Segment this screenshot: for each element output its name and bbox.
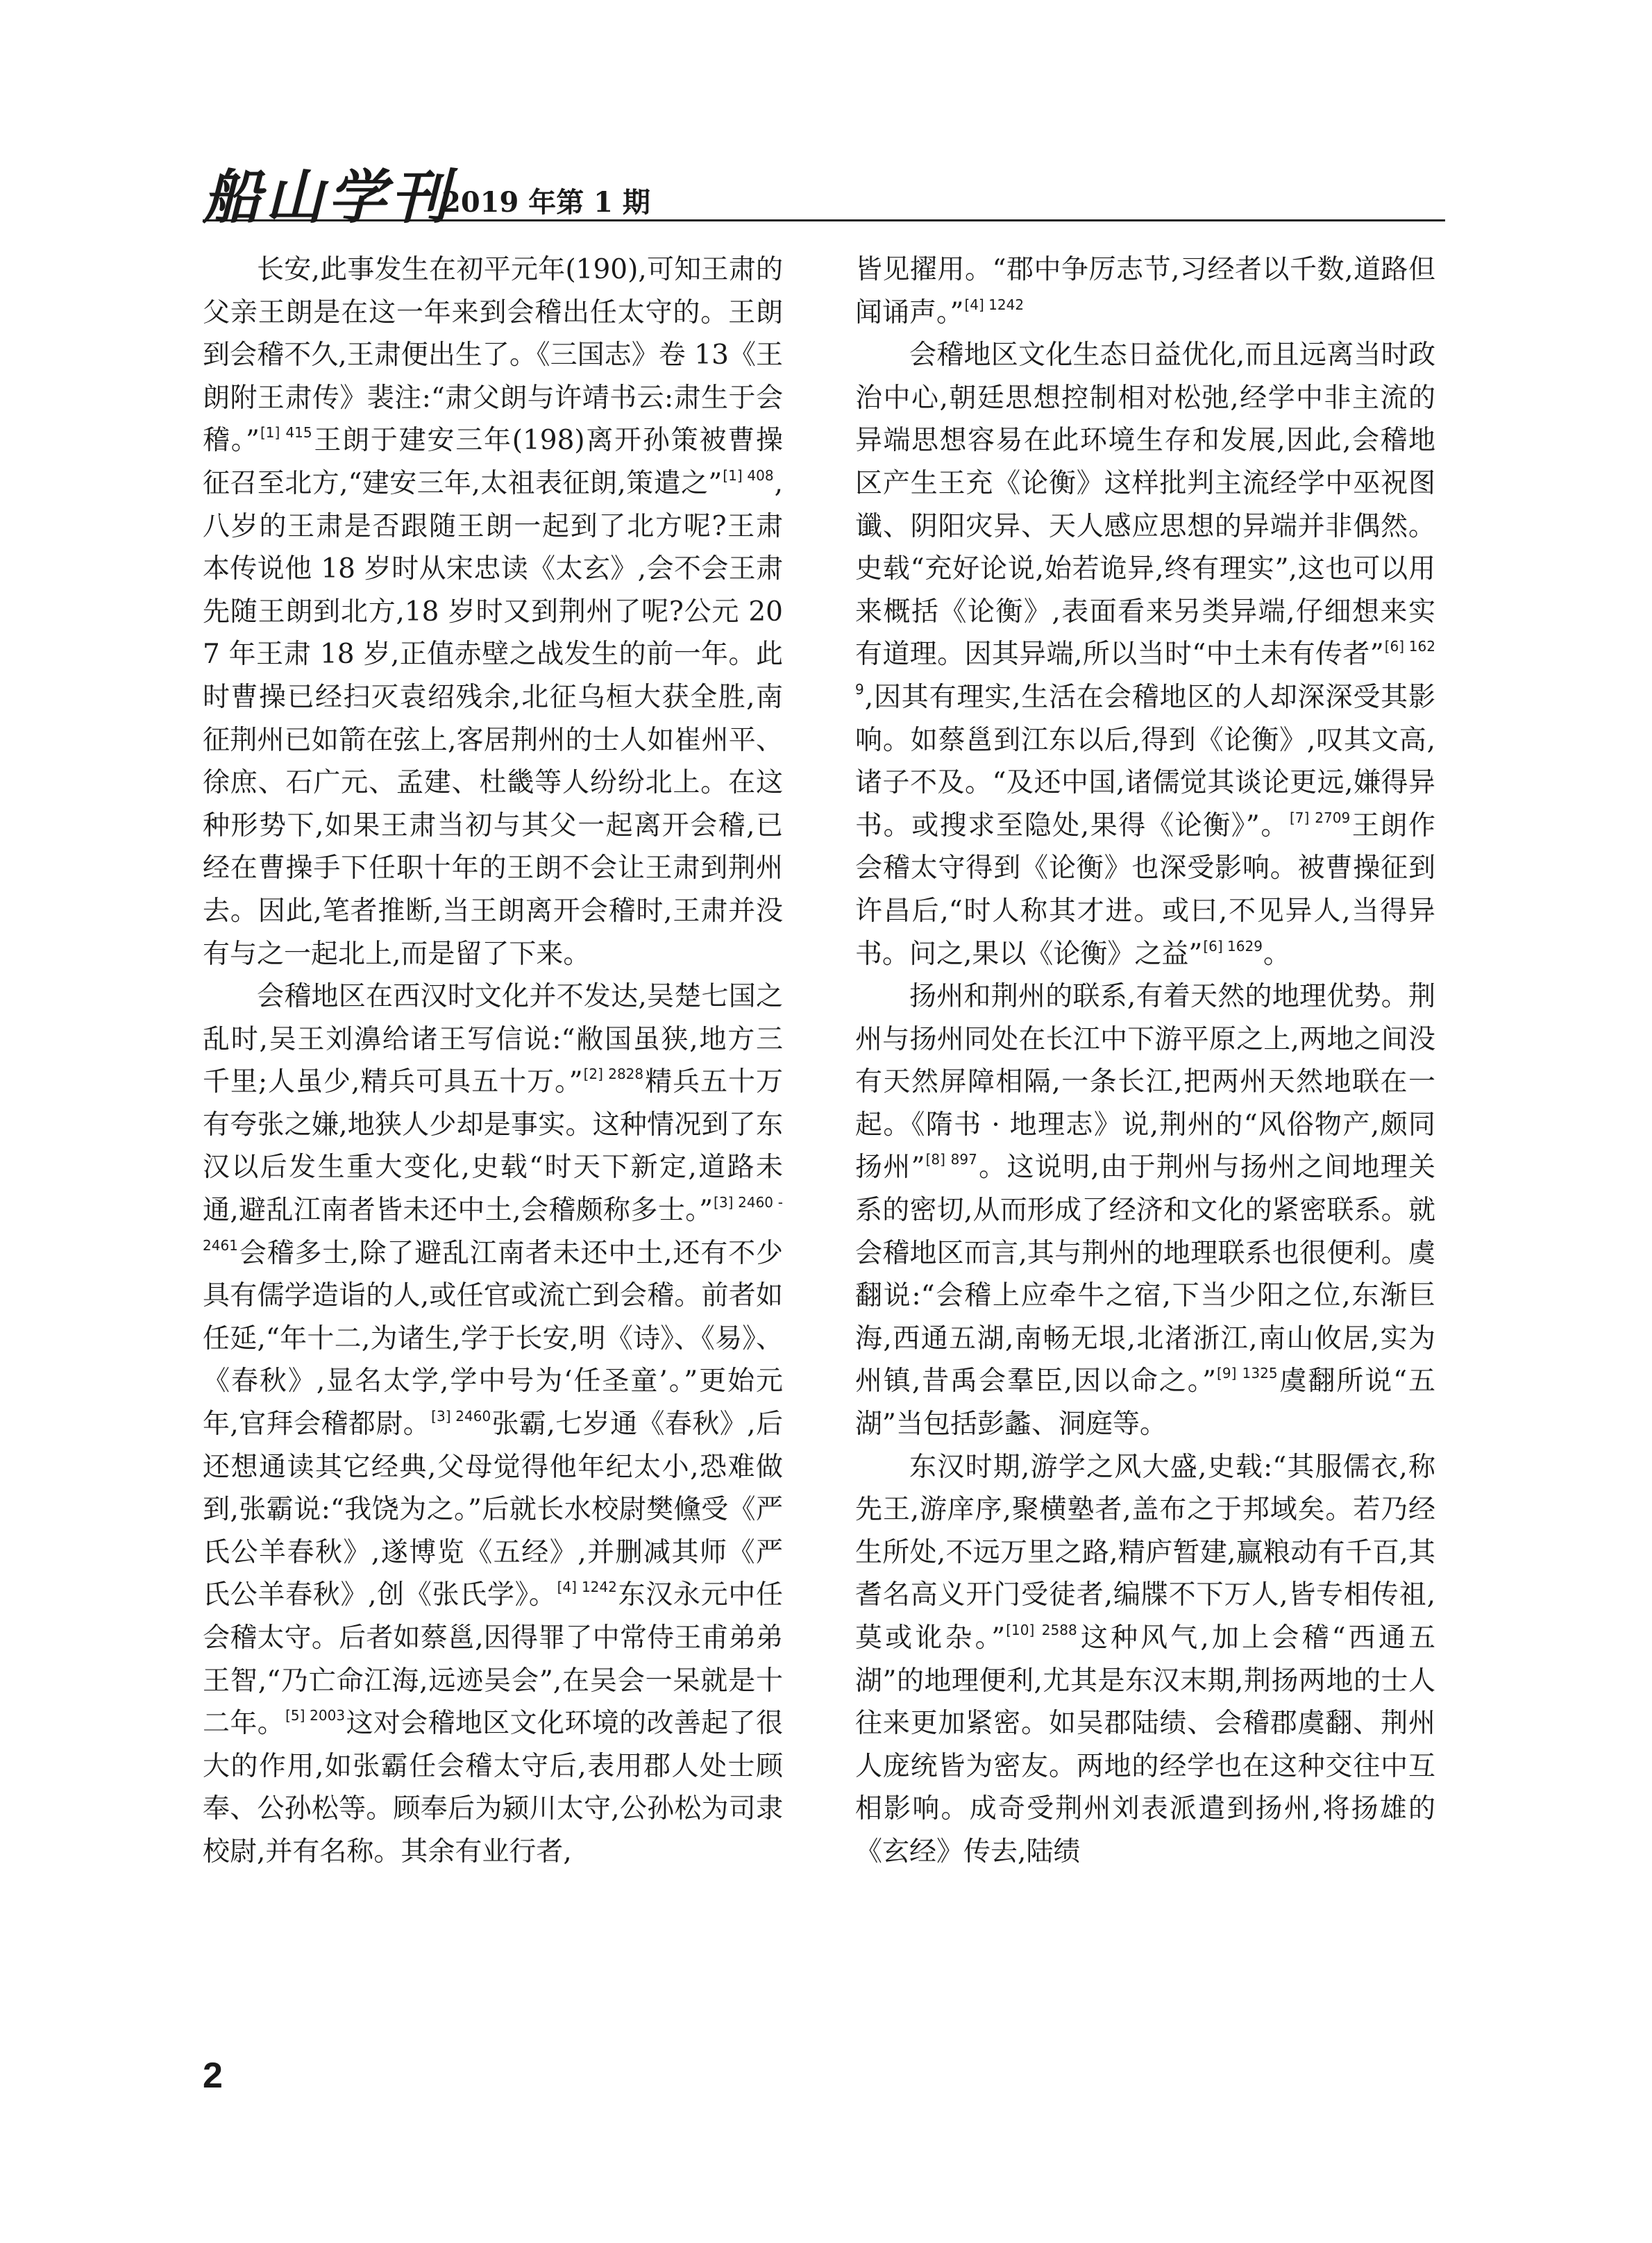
header-rule xyxy=(203,219,1445,221)
citation-ref: [3] 2460 - 2461 xyxy=(203,1194,783,1254)
paragraph-text: 会稽地区在西汉时文化并不发达,吴楚七国之乱时,吴王刘濞给诸王写信说:“敝国虽狭,地方三千里;人虽少,精兵可具五十万。” xyxy=(203,981,783,1098)
citation-ref: [7] 2709 xyxy=(1290,809,1351,826)
paragraph-text: 。 xyxy=(1263,938,1290,970)
paragraph-text: 会稽地区文化生态日益优化,而且远离当时政治中心,朝廷思想控制相对松弛,经学中非主流的异端思想容易在此环境生存和发展,因此,会稽地区产生王充《论衡》这样批判主流经学中巫祝图谶、阴阳灾异、天人感应思想的异端并非偶然。史载“充好论说,始若诡异,终有理实”,这也可以用来概括《论衡》,表面看来另类异端,仔细想来实有道理。因其异端,所以当时“中土未有传者” xyxy=(855,339,1435,671)
paragraph-text: 会稽多士,除了避乱江南者未还中土,还有不少具有儒学造诣的人,或任官或流亡到会稽。前者如任延,“年十二,为诸生,学于长安,明《诗》、《易》、《春秋》,显名太学,学中号为‘任圣童’。”更始元年,官拜会稽都尉。 xyxy=(203,1237,783,1440)
paragraph-text: 。这说明,由于荆州与扬州之间地理关系的密切,从而形成了经济和文化的紧密联系。就会稽地区而言,其与荆州的地理联系也很便利。虞翻说:“会稽上应牵牛之宿,下当少阳之位,东渐巨海,西通五湖,南畅无垠,北渚浙江,南山攸居,实为州镇,昔禹会羣臣,因以命之。” xyxy=(855,1152,1435,1397)
paragraph-text: 张霸,七岁通《春秋》,后还想通读其它经典,父母觉得他年纪太小,恐难做到,张霸说:“我饶为之。”后就长水校尉樊儵受《严氏公羊春秋》,遂博览《五经》,并删减其师《严氏公羊春秋》,创《张氏学》。 xyxy=(203,1409,784,1611)
paragraph-text: 这对会稽地区文化环境的改善起了很大的作用,如张霸任会稽太守后,表用郡人处士顾奉、公孙松等。顾奉后为颍川太守,公孙松为司隶校尉,并有名称。其余有业行者, xyxy=(203,1708,783,1867)
citation-ref: [6] 1629 xyxy=(855,638,1435,698)
citation-ref: [1] 408 xyxy=(723,467,774,484)
paragraph xyxy=(203,975,783,1873)
paragraph-text: 精兵五十万有夸张之嫌,地狭人少却是事实。这种情况到了东汉以后发生重大变化,史载“时天下新定,道路未通,避乱江南者皆未还中土,会稽颇称多士。” xyxy=(203,1066,783,1227)
paragraph xyxy=(855,334,1435,975)
right-column xyxy=(855,249,1435,1874)
paragraph-text: 皆见擢用。“郡中争厉志节,习经者以千数,道路但闻诵声。” xyxy=(855,254,1435,328)
paragraph xyxy=(855,249,1435,334)
paragraph xyxy=(203,249,783,975)
paragraph-text: 王朗于建安三年(198)离开孙策被曹操征召至北方,“建安三年,太祖表征朗,策遣之” xyxy=(203,425,783,499)
citation-ref: [4] 1242 xyxy=(964,296,1025,313)
citation-ref: [2] 2828 xyxy=(583,1066,644,1083)
page-number: 2 xyxy=(203,2056,223,2096)
paragraph xyxy=(855,975,1435,1446)
paragraph-text: 这种风气,加上会稽“西通五湖”的地理便利,尤其是东汉末期,荆扬两地的士人往来更加紧密。如吴郡陆绩、会稽郡虞翻、荆州人庞统皆为密友。两地的经学也在这种交往中互相影响。成奇受荆州刘表派遣到扬州,将扬雄的《玄经》传去,陆绩 xyxy=(855,1622,1435,1867)
paragraph-text: 东汉时期,游学之风大盛,史载:“其服儒衣,称先王,游庠序,聚横塾者,盖布之于邦域矣。若乃经生所处,不远万里之路,精庐暂建,赢粮动有千百,其耆名高义开门受徒者,编牒不下万人,皆专相传祖,莫或讹杂。” xyxy=(855,1451,1435,1654)
paragraph-text: 王朗作会稽太守得到《论衡》也深受影响。被曹操征到许昌后,“时人称其才进。或曰,不见异人,当得异书。问之,果以《论衡》之益” xyxy=(855,809,1435,970)
page-header xyxy=(203,162,1445,231)
journal-title: 船山学刊 xyxy=(203,162,453,231)
paragraph-text: 东汉永元中任会稽太守。后者如蔡邕,因得罪了中常侍王甫弟弟王智,“乃亡命江海,远迹吴会”,在吴会一呆就是十二年。 xyxy=(203,1579,783,1740)
citation-ref: [4] 1242 xyxy=(557,1579,617,1596)
paragraph-text: ,八岁的王肃是否跟随王朗一起到了北方呢?王肃本传说他 18 岁时从宋忠读《太玄》,会不会王肃先随王朗到北方,18 岁时又到荆州了呢?公元 207 年王肃 18 岁,正值赤壁之战发生的前一年。此时曹操已经扫灭袁绍残余,北征乌桓大获全胜,南征荆州已如箭在弦上,客居荆州的士人如崔州平、徐庶、石广元、孟建、杜畿等人纷纷北上。在这种形势下,如果王肃当初与其父一起离开会稽,已经在曹操手下任职十年的王朗不会让王肃到荆州去。因此,笔者推断,当王朗离开会稽时,王肃并没有与之一起北上,而是留了下来。 xyxy=(203,467,783,970)
paragraph-text: 扬州和荆州的联系,有着天然的地理优势。荆州与扬州同处在长江中下游平原之上,两地之间没有天然屏障相隔,一条长江,把两州天然地联在一起。《隋书 · 地理志》说,荆州的“风俗物产,颇同扬州” xyxy=(855,981,1435,1184)
paragraph-text: ,因其有理实,生活在会稽地区的人却深深受其影响。如蔡邕到江东以后,得到《论衡》,叹其文高,诸子不及。“及还中国,诸儒觉其谈论更远,嫌得异书。或搜求至隐处,果得《论衡》”。 xyxy=(855,681,1435,841)
citation-ref: [8] 897 xyxy=(925,1151,977,1168)
citation-ref: [10] 2588 xyxy=(1006,1622,1077,1638)
issue-label: 2019 年第 1 期 xyxy=(441,186,650,219)
citation-ref: [5] 2003 xyxy=(285,1707,346,1724)
paragraph-text: 虞翻所说“五湖”当包括彭蠡、洞庭等。 xyxy=(855,1366,1435,1440)
citation-ref: [1] 415 xyxy=(260,424,312,442)
citation-ref: [9] 1325 xyxy=(1217,1365,1278,1382)
left-column xyxy=(203,249,783,1874)
paragraph-text: 长安,此事发生在初平元年(190),可知王肃的父亲王朗是在这一年来到会稽出任太守的。王朗到会稽不久,王肃便出生了。《三国志》卷 13《王朗附王肃传》裴注:“肃父朗与许靖书云:肃生于会稽。” xyxy=(203,254,783,457)
citation-ref: [3] 2460 xyxy=(431,1408,491,1425)
citation-ref: [6] 1629 xyxy=(1203,937,1263,955)
paragraph xyxy=(855,1446,1435,1874)
